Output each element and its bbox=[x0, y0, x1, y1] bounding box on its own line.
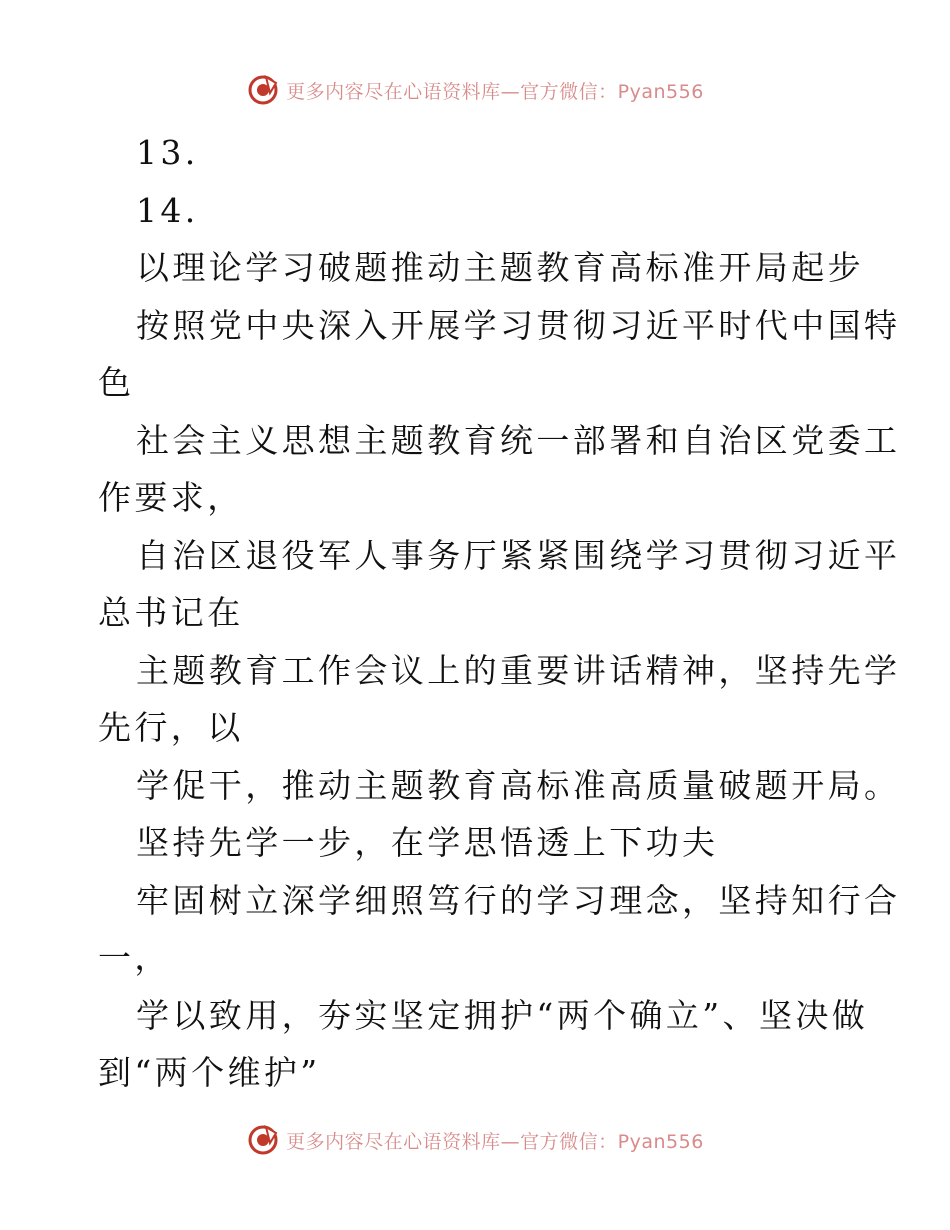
text-line: 14. bbox=[136, 190, 199, 230]
text-line: 一， bbox=[98, 938, 171, 977]
watermark-text: 更多内容尽在心语资料库—官方微信：Pyan556 bbox=[286, 1130, 704, 1153]
text-line: 13. bbox=[136, 133, 199, 172]
text-line: 主题教育工作会议上的重要讲话精神，坚持先学 bbox=[136, 650, 901, 690]
text-line: 色 bbox=[98, 363, 135, 402]
text-line: 坚持先学一步，在学思悟透上下功夫 bbox=[136, 823, 719, 862]
text-line: 牢固树立深学细照笃行的学习理念，坚持知行合 bbox=[136, 880, 901, 920]
text-line: 学以致用，夯实坚定拥护“两个确立”、坚决做 bbox=[136, 995, 869, 1035]
brand-logo-icon bbox=[246, 1123, 280, 1157]
text-line: 学促干，推动主题教育高标准高质量破题开局。 bbox=[136, 765, 901, 805]
text-line: 到“两个维护” bbox=[98, 1053, 321, 1092]
header-watermark bbox=[0, 70, 950, 110]
text-line: 以理论学习破题推动主题教育高标准开局起步 bbox=[136, 248, 864, 287]
text-line: 按照党中央深入开展学习贯彻习近平时代中国特 bbox=[136, 305, 901, 345]
text-line: 总书记在 bbox=[98, 593, 244, 632]
document-body bbox=[98, 124, 901, 1102]
text-line: 自治区退役军人事务厅紧紧围绕学习贯彻习近平 bbox=[136, 535, 901, 575]
brand-logo-icon bbox=[246, 73, 280, 107]
text-line: 作要求， bbox=[98, 478, 244, 517]
text-line: 社会主义思想主题教育统一部署和自治区党委工 bbox=[136, 420, 901, 460]
watermark-text: 更多内容尽在心语资料库—官方微信：Pyan556 bbox=[286, 80, 704, 103]
footer-watermark bbox=[0, 1120, 950, 1160]
text-line: 先行，以 bbox=[98, 708, 244, 747]
